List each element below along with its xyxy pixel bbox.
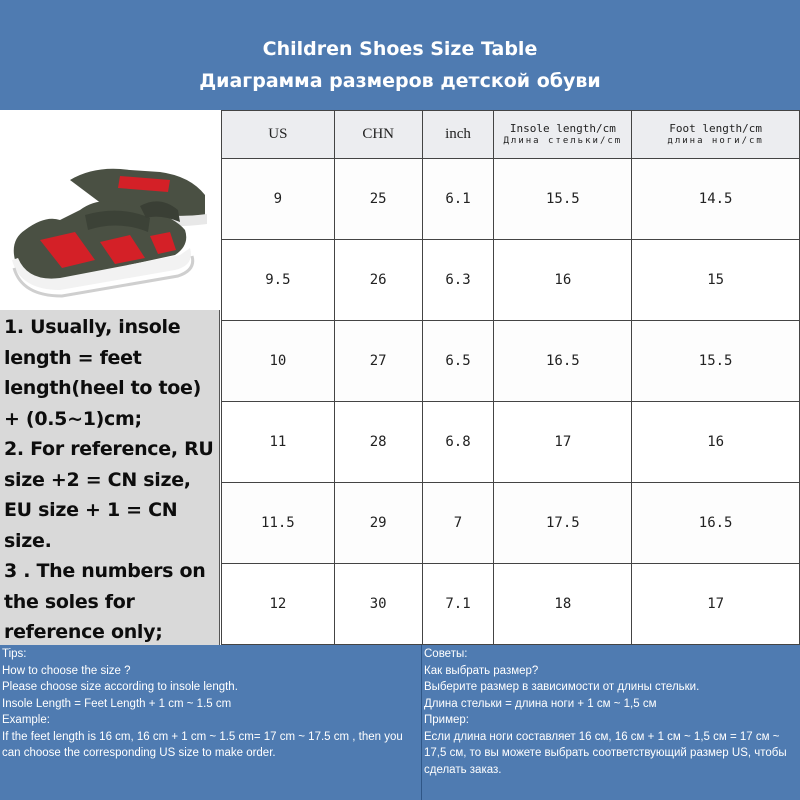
cell-us: 11.5 — [222, 483, 335, 564]
shoe-photo — [0, 110, 220, 310]
cell-foot: 16 — [632, 402, 800, 483]
left-panel — [0, 110, 220, 645]
note-line: size +2 = CN size, — [4, 468, 191, 491]
sneaker-image — [0, 110, 220, 310]
instructions-english — [2, 646, 420, 762]
note-line: the soles for — [4, 590, 135, 613]
note-line: + (0.5~1)cm; — [4, 407, 142, 430]
header-foot-ru: длина ноги/cm — [667, 135, 764, 146]
cell-us: 10 — [222, 321, 335, 402]
header-foot-en: Foot length/cm — [669, 121, 762, 135]
table-row — [222, 402, 800, 483]
cell-inch: 6.8 — [422, 402, 494, 483]
example-text: If the feet length is 16 cm, 16 cm + 1 cm ~ 1.5 cm= 17 cm ~ 17.5 cm , then you can choose the corresponding US size to make order. — [2, 730, 403, 759]
cell-us: 12 — [222, 564, 335, 645]
table-row — [222, 483, 800, 564]
title-russian: Диаграмма размеров детской обуви — [199, 70, 601, 92]
cell-foot: 15.5 — [632, 321, 800, 402]
table-row — [222, 240, 800, 321]
example-label: Example: — [2, 714, 50, 726]
cell-insole: 17.5 — [494, 483, 632, 564]
cell-chn: 25 — [334, 159, 422, 240]
cell-insole: 16 — [494, 240, 632, 321]
tips-label: Tips: — [2, 648, 27, 660]
cell-foot: 17 — [632, 564, 800, 645]
note-line: length(heel to toe) — [4, 377, 202, 399]
footer-divider — [421, 645, 422, 800]
instructions-footer — [0, 645, 800, 800]
cell-insole: 15.5 — [494, 159, 632, 240]
note-line: length = feet — [4, 346, 142, 369]
cell-chn: 29 — [334, 483, 422, 564]
cell-inch: 7.1 — [422, 564, 494, 645]
cell-chn: 26 — [334, 240, 422, 321]
size-table — [221, 110, 800, 645]
cell-inch: 6.1 — [422, 159, 494, 240]
note-line: EU size + 1 = CN — [4, 499, 178, 521]
cell-us: 9 — [222, 159, 335, 240]
note-line: 1. Usually, insole — [4, 316, 181, 338]
note-line: size. — [4, 529, 52, 552]
table-row — [222, 564, 800, 645]
size-notes — [4, 312, 218, 648]
header-us: US — [222, 111, 335, 159]
header-inch: inch — [422, 111, 494, 159]
cell-inch: 6.3 — [422, 240, 494, 321]
example-text: Если длина ноги составляет 16 см, 16 см + 1 см ~ 1,5 см = 17 см ~ 17,5 см, то вы можете выбрать соответствующий размер US, чтобы сделать заказ. — [424, 730, 787, 776]
cell-us: 9.5 — [222, 240, 335, 321]
note-line: 3 . The numbers on — [4, 560, 206, 582]
note-line: 2. For reference, RU — [4, 438, 214, 460]
example-label: Пример: — [424, 714, 469, 726]
cell-insole: 17 — [494, 402, 632, 483]
cell-foot: 16.5 — [632, 483, 800, 564]
cell-insole: 18 — [494, 564, 632, 645]
cell-inch: 6.5 — [422, 321, 494, 402]
cell-foot: 14.5 — [632, 159, 800, 240]
how-to-choose: How to choose the size ? — [2, 664, 131, 677]
cell-chn: 30 — [334, 564, 422, 645]
cell-chn: 27 — [334, 321, 422, 402]
cell-chn: 28 — [334, 402, 422, 483]
cell-insole: 16.5 — [494, 321, 632, 402]
header-foot — [632, 111, 800, 159]
header-insole-en: Insole length/cm — [509, 121, 616, 135]
choose-instruction: Выберите размер в зависимости от длины стельки. — [424, 681, 700, 693]
choose-instruction: Please choose size according to insole length. — [2, 681, 238, 693]
note-line: reference only; — [4, 621, 163, 643]
formula-text: Длина стельки = длина ноги + 1 см ~ 1,5 см — [424, 697, 657, 710]
table-row — [222, 159, 800, 240]
header-insole-ru: Длина стельки/cm — [503, 135, 623, 146]
table-header-row — [222, 111, 800, 159]
page-header — [0, 0, 800, 110]
cell-foot: 15 — [632, 240, 800, 321]
header-chn: CHN — [334, 111, 422, 159]
how-to-choose: Как выбрать размер? — [424, 664, 539, 677]
formula-text: Insole Length = Feet Length + 1 cm ~ 1.5 cm — [2, 697, 232, 710]
title-english: Children Shoes Size Table — [262, 38, 538, 60]
table-row — [222, 321, 800, 402]
tips-label: Советы: — [424, 648, 468, 660]
header-insole — [494, 111, 632, 159]
cell-inch: 7 — [422, 483, 494, 564]
instructions-russian — [424, 646, 798, 778]
cell-us: 11 — [222, 402, 335, 483]
